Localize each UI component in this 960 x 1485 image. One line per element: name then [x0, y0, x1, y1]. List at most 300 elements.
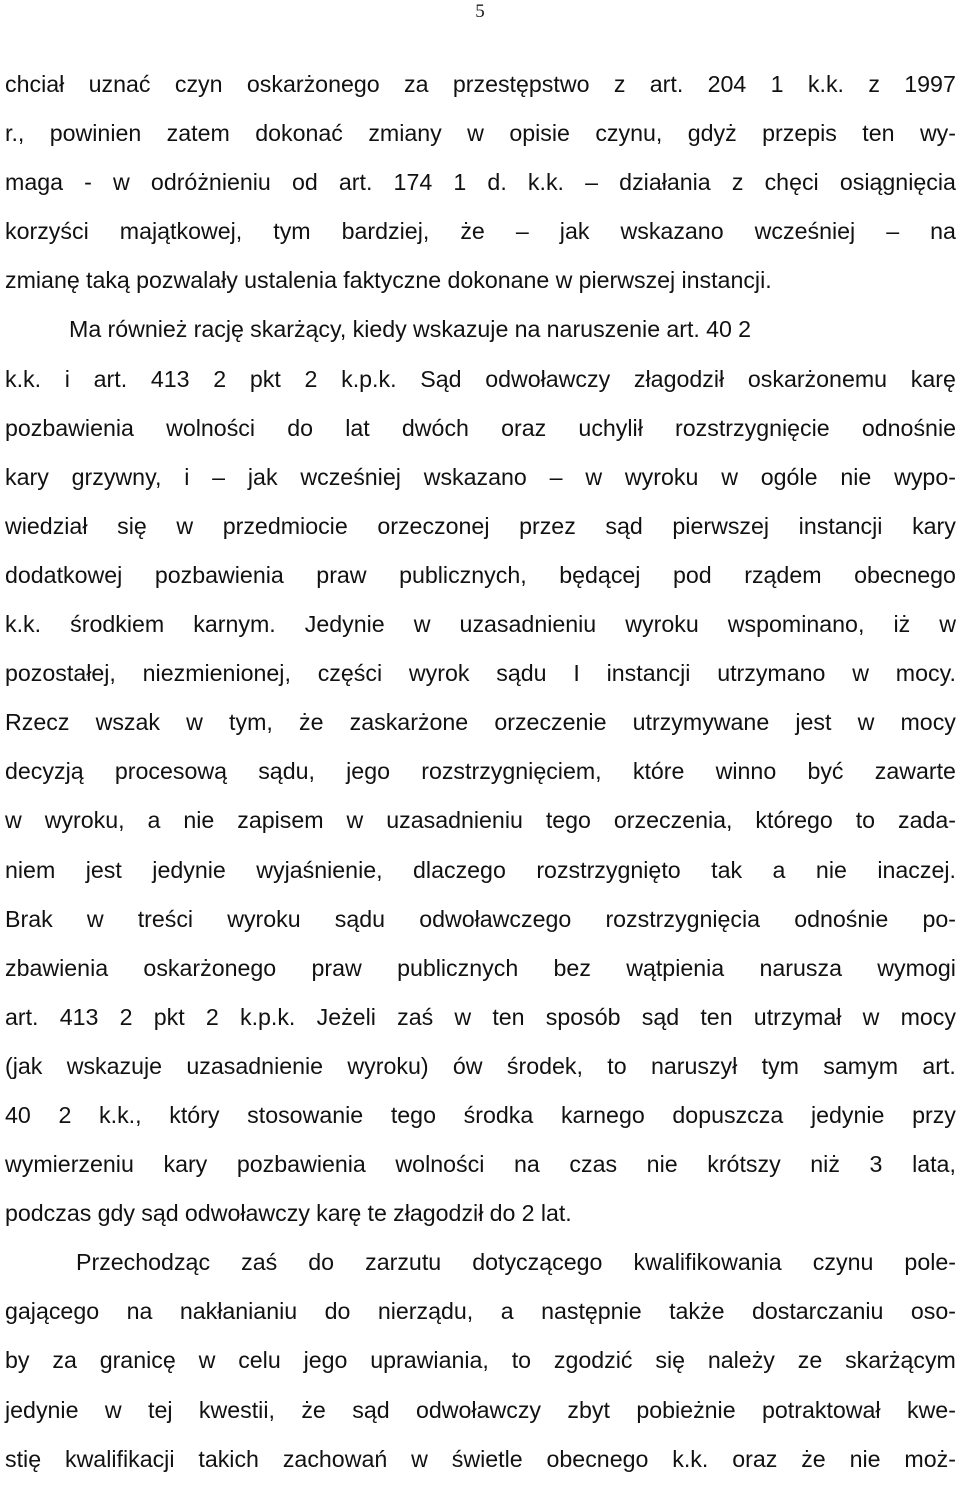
- text-word: w: [176, 512, 194, 539]
- text-word: kary: [912, 512, 956, 539]
- text-word: pozwalały: [136, 267, 238, 294]
- text-word: k.k.: [5, 611, 42, 638]
- text-word: takich: [198, 1445, 259, 1472]
- text-word: bez: [553, 954, 591, 981]
- text-word: do: [287, 414, 314, 441]
- text-word: tego: [545, 807, 591, 834]
- text-word: wolności: [395, 1151, 485, 1178]
- text-word: wyrok: [408, 660, 470, 687]
- text-word: w: [555, 267, 573, 294]
- text-word: przepis: [762, 120, 837, 147]
- text-word: pod: [673, 561, 712, 588]
- text-word: tego: [390, 1101, 436, 1128]
- text-word: faktyczne: [343, 267, 442, 294]
- text-word: 2: [58, 1101, 72, 1128]
- text-word: wcześniej: [754, 218, 856, 245]
- text-word: czas: [569, 1151, 618, 1178]
- text-word: również: [107, 316, 188, 343]
- text-word: przedmiocie: [222, 512, 348, 539]
- text-line: [5, 1140, 956, 1189]
- text-word: pozostałej,: [5, 660, 116, 687]
- text-word: zachowań: [282, 1445, 388, 1472]
- text-word: gdyż: [687, 120, 737, 147]
- text-word: art.: [922, 1052, 956, 1079]
- text-word: wyjaśnienie,: [256, 856, 383, 883]
- text-word: za: [52, 1347, 77, 1374]
- text-word: uprawiania,: [370, 1347, 489, 1374]
- text-word: k.p.k.: [239, 1003, 296, 1030]
- text-line: [5, 993, 956, 1042]
- text-word: Rzecz: [5, 709, 70, 736]
- text-word: 413: [150, 365, 190, 392]
- text-word: uznać: [88, 71, 151, 97]
- text-line: [5, 158, 956, 207]
- text-word: osiągnięcia: [839, 169, 956, 196]
- text-word: że: [801, 1445, 826, 1472]
- text-word: praw: [311, 954, 362, 981]
- text-word: karnym.: [193, 611, 276, 638]
- text-word: orzeczenia,: [613, 807, 733, 834]
- text-word: w: [113, 169, 130, 196]
- text-word: jak: [559, 218, 590, 245]
- text-line: [5, 796, 956, 845]
- text-word: odwoławczy: [416, 1396, 542, 1423]
- text-word: kary: [163, 1151, 208, 1178]
- text-word: Jedynie: [304, 611, 385, 638]
- text-word: uzasadnienie: [186, 1052, 324, 1079]
- text-word: z: [868, 71, 880, 97]
- text-word: sąd: [141, 1200, 179, 1227]
- text-word: dopuszcza: [672, 1101, 784, 1128]
- text-word: sąd: [605, 512, 643, 539]
- text-word: nierządu,: [377, 1298, 474, 1325]
- text-word: czynu,: [595, 120, 663, 147]
- text-word: rozstrzygnięto: [536, 856, 681, 883]
- text-word: że: [460, 218, 485, 245]
- text-word: 3: [869, 1151, 883, 1178]
- text-word: –: [515, 218, 529, 245]
- text-word: -: [84, 169, 92, 196]
- text-word: kwestii,: [198, 1396, 275, 1423]
- text-line: [5, 649, 956, 698]
- text-word: oraz: [501, 414, 547, 441]
- text-word: te: [367, 1200, 387, 1227]
- text-word: ów: [452, 1052, 483, 1079]
- text-word: nie: [840, 463, 872, 490]
- text-word: moż-: [904, 1445, 956, 1472]
- text-word: to: [855, 807, 876, 834]
- text-word: krótszy: [707, 1151, 781, 1178]
- text-word: karę: [910, 365, 956, 392]
- text-word: skarżącym: [845, 1347, 956, 1374]
- text-word: następnie: [541, 1298, 642, 1325]
- text-word: za: [404, 71, 429, 97]
- text-word: jego: [303, 1347, 348, 1374]
- text-word: wolności: [166, 414, 256, 441]
- text-word: w: [585, 463, 603, 490]
- text-line: [5, 60, 956, 109]
- text-word: zaś: [397, 1003, 434, 1030]
- text-word: się: [655, 1347, 686, 1374]
- text-word: Ma: [69, 316, 102, 343]
- text-word: sądu,: [258, 758, 315, 785]
- text-word: utrzymywane: [632, 709, 770, 736]
- text-word: niezmienionej,: [142, 660, 291, 687]
- text-word: zbawienia: [5, 954, 109, 981]
- text-word: z: [731, 169, 744, 196]
- text-word: nie: [646, 1151, 678, 1178]
- text-word: odwoławczy: [184, 1200, 310, 1227]
- text-word: –: [549, 463, 563, 490]
- text-word: wymierzeniu: [5, 1151, 134, 1178]
- text-word: działania: [619, 169, 711, 196]
- text-line: [5, 600, 956, 649]
- text-word: wyroku: [227, 905, 301, 932]
- text-word: ogóle: [760, 463, 818, 490]
- text-word: oskarżonego: [143, 954, 277, 981]
- text-word: publicznych: [397, 954, 519, 981]
- text-word: jest: [795, 709, 832, 736]
- text-word: k.k.: [5, 365, 42, 392]
- text-line: [5, 502, 956, 551]
- text-word: –: [212, 463, 226, 490]
- text-word: wyroku,: [44, 807, 125, 834]
- text-word: na: [513, 1151, 540, 1178]
- text-word: wyroku: [625, 611, 699, 638]
- text-word: r.,: [5, 120, 25, 147]
- text-word: chciał: [5, 71, 65, 97]
- text-line: [5, 256, 956, 305]
- text-word: stię: [5, 1445, 42, 1472]
- text-line: [5, 109, 956, 158]
- text-word: orzeczonej: [377, 512, 490, 539]
- text-word: (jak: [5, 1052, 43, 1079]
- text-line: [5, 846, 956, 895]
- text-word: publicznych,: [399, 561, 527, 588]
- text-word: nakłanianiu: [179, 1298, 298, 1325]
- text-word: dokonane: [447, 267, 550, 294]
- text-word: –: [886, 218, 900, 245]
- text-word: 2: [738, 316, 752, 343]
- text-word: utrzymano: [717, 660, 826, 687]
- text-word: zada-: [897, 807, 956, 834]
- text-word: w: [186, 709, 203, 736]
- text-word: w: [86, 905, 104, 932]
- text-word: od: [291, 169, 318, 196]
- text-word: art.: [649, 71, 684, 97]
- text-word: złagodził: [393, 1200, 484, 1227]
- text-word: 2: [521, 1200, 535, 1227]
- text-word: wiedział: [5, 512, 88, 539]
- text-word: jego: [346, 758, 390, 785]
- text-word: pole-: [904, 1249, 956, 1276]
- text-word: decyzją: [5, 758, 84, 785]
- text-word: procesową: [114, 758, 227, 785]
- text-word: zawarte: [874, 758, 956, 785]
- text-word: ustalenia: [244, 267, 337, 294]
- text-word: w: [346, 807, 364, 834]
- text-word: treści: [137, 905, 194, 932]
- text-line: [5, 1336, 956, 1385]
- text-word: także: [669, 1298, 725, 1325]
- text-word: rozstrzygnięcia: [605, 905, 761, 932]
- text-word: przestępstwo: [452, 71, 590, 97]
- text-word: w: [411, 1445, 428, 1472]
- text-word: Przechodząc: [76, 1249, 211, 1276]
- text-word: 2: [304, 365, 318, 392]
- text-word: oraz: [732, 1445, 778, 1472]
- text-word: oskarżonego: [246, 71, 380, 97]
- text-word: dokonać: [255, 120, 343, 147]
- text-word: ten: [700, 1003, 733, 1030]
- text-word: 204: [707, 71, 747, 97]
- text-word: art.: [93, 365, 128, 392]
- text-word: jest: [85, 856, 122, 883]
- text-word: maga: [5, 169, 64, 196]
- text-word: środkiem: [70, 611, 165, 638]
- text-word: świetle: [451, 1445, 523, 1472]
- text-word: 413: [59, 1003, 99, 1030]
- text-word: odwoławczy: [485, 365, 611, 392]
- text-word: dostarczaniu: [751, 1298, 884, 1325]
- text-word: zmiany: [368, 120, 442, 147]
- text-line: [5, 944, 956, 993]
- text-word: odróżnieniu: [150, 169, 271, 196]
- text-word: w: [413, 611, 431, 638]
- text-word: jedynie: [5, 1396, 79, 1423]
- text-word: zarzutu: [365, 1249, 442, 1276]
- text-word: kary: [5, 463, 49, 490]
- text-line: [5, 1042, 956, 1091]
- text-word: sąd: [352, 1396, 390, 1423]
- text-word: 1997: [904, 71, 956, 97]
- text-word: zgodzić: [553, 1347, 633, 1374]
- text-word: na: [930, 218, 956, 245]
- text-word: chęci: [764, 169, 819, 196]
- text-line: [5, 1435, 956, 1484]
- text-word: wskazano: [620, 218, 724, 245]
- text-word: oso-: [910, 1298, 956, 1325]
- text-line: [5, 1386, 956, 1435]
- text-word: czynu: [812, 1249, 874, 1276]
- document-body: [5, 60, 956, 1484]
- text-word: kiedy: [352, 316, 407, 343]
- text-word: 2: [205, 1003, 219, 1030]
- text-word: że: [298, 709, 324, 736]
- text-word: samym: [823, 1052, 899, 1079]
- text-word: w: [104, 1396, 122, 1423]
- text-word: nie: [815, 856, 847, 883]
- text-word: 1: [770, 71, 784, 97]
- text-word: granicę: [99, 1347, 176, 1374]
- text-word: wymogi: [877, 954, 956, 981]
- text-word: w: [5, 807, 22, 834]
- text-word: należy: [707, 1347, 775, 1374]
- text-word: pkt: [249, 365, 281, 392]
- text-word: Sąd: [420, 365, 462, 392]
- text-word: obecnego: [546, 1445, 649, 1472]
- text-word: rozstrzygnięciem,: [421, 758, 602, 785]
- text-line: [5, 698, 956, 747]
- text-word: być: [807, 758, 844, 785]
- text-word: lat: [345, 414, 370, 441]
- text-word: to: [511, 1347, 532, 1374]
- text-word: z: [613, 71, 626, 97]
- text-word: w: [852, 660, 869, 687]
- text-word: instancji: [798, 512, 883, 539]
- text-word: zaskarżone: [349, 709, 469, 736]
- text-word: wskazuje: [66, 1052, 163, 1079]
- text-word: mocy: [900, 1003, 956, 1030]
- text-word: mocy.: [895, 660, 956, 687]
- text-word: po-: [922, 905, 956, 932]
- page-number: 5: [475, 1, 485, 22]
- text-word: 40: [706, 316, 732, 343]
- text-word: które: [632, 758, 685, 785]
- text-word: 1: [453, 169, 467, 196]
- text-word: w: [454, 1003, 472, 1030]
- text-word: ten: [862, 120, 895, 147]
- text-word: części: [317, 660, 383, 687]
- text-word: orzeczenie: [494, 709, 607, 736]
- text-word: środka: [463, 1101, 534, 1128]
- text-word: który: [169, 1101, 220, 1128]
- text-word: dodatkowej: [5, 561, 123, 588]
- text-word: ze: [797, 1347, 823, 1374]
- text-word: to: [607, 1052, 627, 1079]
- text-word: k.k.: [807, 71, 844, 97]
- text-line: [5, 404, 956, 453]
- text-line: [5, 305, 956, 354]
- text-word: praw: [316, 561, 367, 588]
- text-word: k.k.,: [99, 1101, 142, 1128]
- text-word: taką: [86, 267, 130, 294]
- text-word: celu: [238, 1347, 281, 1374]
- text-word: karnego: [560, 1101, 645, 1128]
- text-word: zmianę: [5, 267, 80, 294]
- text-word: odnośnie: [794, 905, 889, 932]
- text-word: w: [198, 1347, 216, 1374]
- text-word: do: [324, 1298, 351, 1325]
- text-word: winno: [715, 758, 777, 785]
- text-line: [5, 207, 956, 256]
- text-word: k.p.k.: [341, 365, 397, 392]
- text-word: a: [772, 856, 786, 883]
- text-word: pozbawienia: [5, 414, 134, 441]
- text-word: Brak: [5, 905, 53, 932]
- text-word: i: [184, 463, 190, 490]
- text-word: odnośnie: [861, 414, 956, 441]
- text-word: uzasadnieniu: [459, 611, 597, 638]
- text-word: w: [857, 709, 875, 736]
- text-word: wskazano: [423, 463, 527, 490]
- text-word: tym,: [229, 709, 273, 736]
- text-line: [5, 1287, 956, 1336]
- text-word: i: [64, 365, 70, 392]
- text-word: majątkowej,: [119, 218, 243, 245]
- text-word: pierwszej: [672, 512, 770, 539]
- text-word: wszak: [95, 709, 161, 736]
- text-word: korzyści: [5, 218, 89, 245]
- text-word: nie: [183, 807, 215, 834]
- text-word: bardziej,: [341, 218, 430, 245]
- text-word: lat.: [540, 1200, 572, 1227]
- text-word: pkt: [153, 1003, 185, 1030]
- text-word: kwalifikacji: [64, 1445, 175, 1472]
- text-word: przez: [519, 512, 576, 539]
- text-word: jak: [247, 463, 278, 490]
- text-word: I: [573, 660, 580, 687]
- text-word: lata,: [912, 1151, 956, 1178]
- text-word: pierwszej: [578, 267, 676, 294]
- text-word: instancji: [606, 660, 691, 687]
- text-word: tym: [761, 1052, 799, 1079]
- text-word: karę: [316, 1200, 362, 1227]
- text-word: środek,: [506, 1052, 583, 1079]
- text-word: jedynie: [810, 1101, 885, 1128]
- text-word: 2: [119, 1003, 133, 1030]
- text-word: którego: [755, 807, 833, 834]
- text-line: [5, 355, 956, 404]
- text-word: że: [301, 1396, 326, 1423]
- text-word: wskazuje: [412, 316, 509, 343]
- text-line: [5, 895, 956, 944]
- text-word: art.: [666, 316, 700, 343]
- text-word: inaczej.: [877, 856, 956, 883]
- text-word: stosowanie: [247, 1101, 364, 1128]
- text-word: Jeżeli: [316, 1003, 376, 1030]
- text-word: grzywny,: [71, 463, 162, 490]
- text-word: kwe-: [906, 1396, 956, 1423]
- text-word: sposób: [545, 1003, 621, 1030]
- text-word: odwoławczego: [419, 905, 572, 932]
- text-word: zatem: [166, 120, 230, 147]
- text-word: dlaczego: [413, 856, 506, 883]
- text-word: mocy: [900, 709, 956, 736]
- text-word: rozstrzygnięcie: [675, 414, 830, 441]
- text-word: instancji.: [681, 267, 772, 294]
- text-word: niż: [810, 1151, 840, 1178]
- text-word: 174: [393, 169, 433, 196]
- text-word: kwalifikowania: [633, 1249, 782, 1276]
- text-word: potraktował: [762, 1396, 881, 1423]
- text-word: wyroku): [347, 1052, 429, 1079]
- text-word: w: [467, 120, 484, 147]
- text-word: iż: [893, 611, 911, 638]
- text-word: w: [721, 463, 738, 490]
- text-word: tej: [148, 1396, 173, 1423]
- text-line: [5, 1091, 956, 1140]
- text-word: wspominano,: [727, 611, 865, 638]
- text-word: wyroku: [624, 463, 699, 490]
- text-word: wy-: [919, 120, 956, 147]
- text-word: tak: [711, 856, 743, 883]
- text-word: sądu: [496, 660, 547, 687]
- text-word: do: [489, 1200, 516, 1227]
- text-word: –: [585, 169, 599, 196]
- text-word: obecnego: [854, 561, 956, 588]
- text-word: czyn: [174, 71, 223, 97]
- text-word: na: [126, 1298, 153, 1325]
- text-word: k.k.: [527, 169, 564, 196]
- text-word: uzasadnieniu: [386, 807, 523, 834]
- text-word: sądu: [334, 905, 386, 932]
- text-word: oskarżonemu: [747, 365, 888, 392]
- text-word: ten: [492, 1003, 525, 1030]
- text-word: naruszył: [650, 1052, 738, 1079]
- text-word: rację: [193, 316, 244, 343]
- text-word: jedynie: [152, 856, 226, 883]
